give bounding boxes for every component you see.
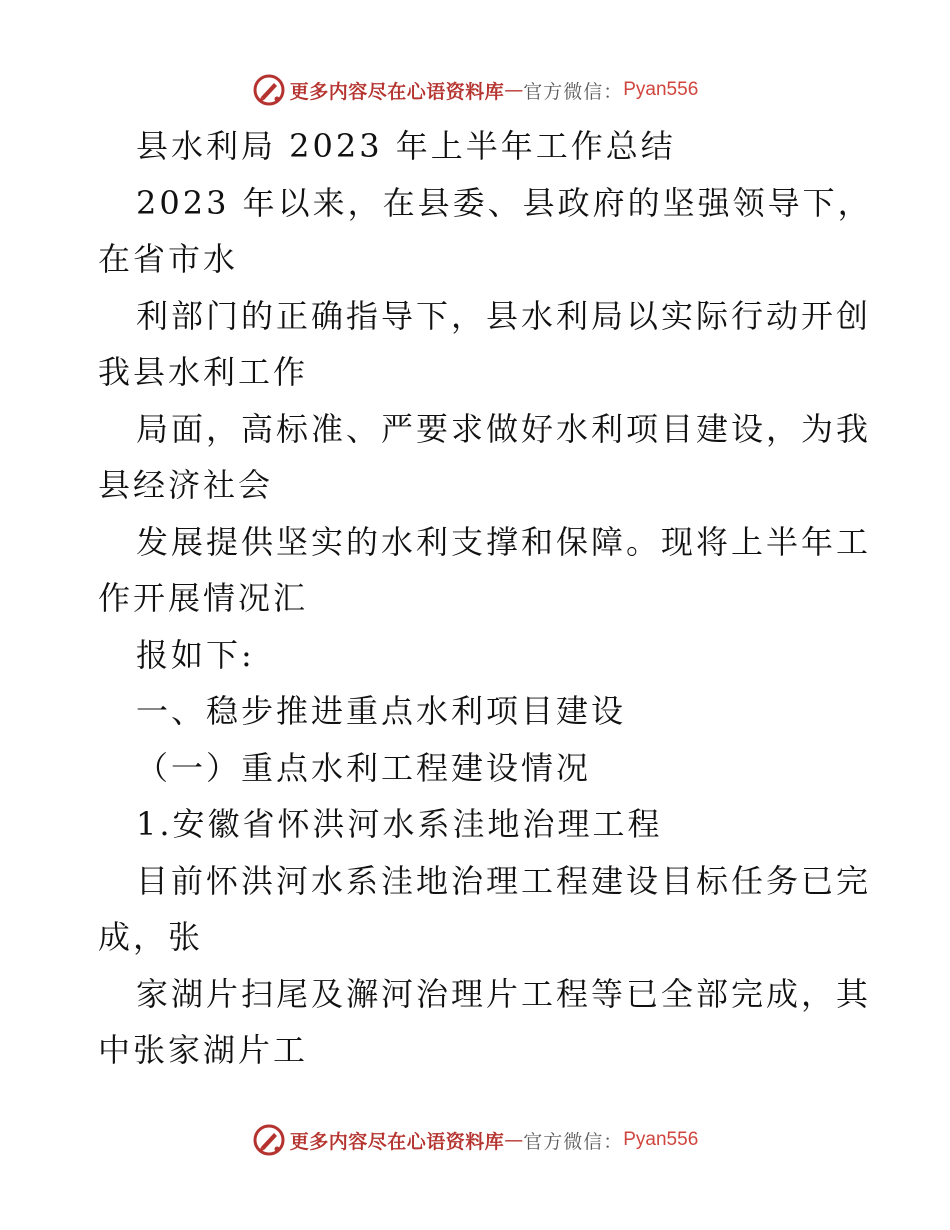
document-title: 县水利局 2023 年上半年工作总结: [136, 127, 676, 165]
text-line: （一）重点水利工程建设情况: [136, 748, 592, 787]
watermark-separator: —: [504, 1129, 524, 1151]
watermark-brand: 更多内容尽在心语资料库: [289, 80, 505, 103]
text-line: 一、稳步推进重点水利项目建设: [136, 692, 627, 730]
watermark-wechat-label: 官方微信：: [523, 80, 624, 103]
text-line: 成，张: [98, 918, 204, 956]
text-line: 家湖片扫尾及澥河治理片工程等已全部完成，其: [136, 974, 872, 1013]
watermark-brand: 更多内容尽在心语资料库: [289, 1130, 505, 1153]
watermark-wechat-id: Pyan556: [623, 1129, 699, 1150]
watermark-banner-bottom: [0, 1122, 950, 1158]
text-line: 报如下:: [136, 635, 255, 674]
watermark-wechat-id: Pyan556: [623, 79, 699, 100]
text-line: 县经济社会: [98, 466, 274, 504]
text-line: 我县水利工作: [98, 353, 309, 391]
text-line: 发展提供坚实的水利支撑和保障。现将上半年工: [136, 522, 872, 561]
brand-logo-icon: [252, 73, 286, 107]
text-line: 利部门的正确指导下，县水利局以实际行动开创: [136, 296, 872, 335]
text-line: 在省市水: [98, 240, 239, 278]
document-body: [98, 118, 873, 1079]
text-line: 局面，高标准、严要求做好水利项目建设，为我: [136, 409, 872, 448]
text-line: 1.安徽省怀洪河水系洼地治理工程: [136, 805, 663, 843]
watermark-separator: —: [504, 79, 524, 101]
brand-logo-icon: [252, 1123, 286, 1157]
watermark-wechat-label: 官方微信：: [523, 1130, 624, 1153]
watermark-banner-top: [0, 72, 950, 108]
text-line: 目前怀洪河水系洼地治理工程建设目标任务已完: [136, 861, 872, 900]
text-line: 中张家湖片工: [98, 1031, 309, 1069]
text-line: 作开展情况汇: [98, 579, 309, 617]
text-line: 2023 年以来，在县委、县政府的坚强领导下，: [136, 183, 873, 222]
